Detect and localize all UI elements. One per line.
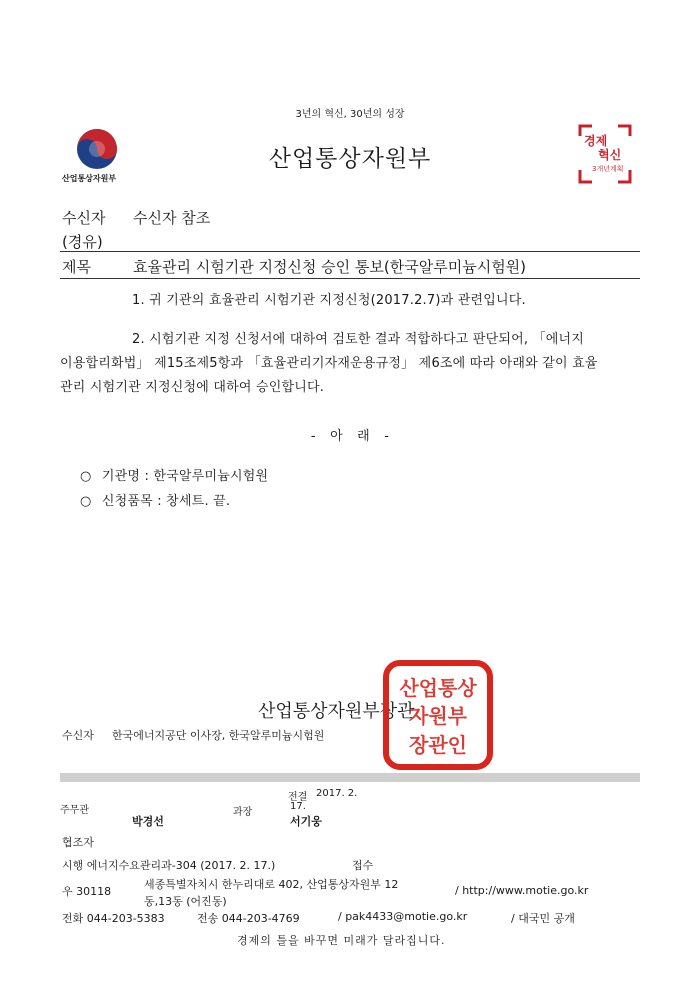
brand-caption: 3개년계획 bbox=[592, 165, 624, 173]
ministry-title: 산업통상자원부 bbox=[268, 146, 432, 172]
bullet-icon: ○ bbox=[80, 469, 92, 484]
cooperator-label: 협조자 bbox=[62, 836, 94, 849]
bullet-icon: ○ bbox=[80, 494, 92, 509]
paragraph-1: 1. 귀 기관의 효율관리 시험기관 지정신청(2017.2.7)과 관련입니다. bbox=[132, 293, 526, 308]
via-label: (경유) bbox=[62, 233, 103, 251]
reception-label: 접수 bbox=[352, 859, 374, 872]
notice-heading: - 아 래 - bbox=[310, 429, 390, 444]
website-link[interactable]: / http://www.motie.go.kr bbox=[455, 884, 589, 897]
motto: 경제의 틀을 바꾸면 미래가 달라집니다. bbox=[237, 934, 446, 947]
separator-band bbox=[60, 773, 640, 782]
list-item bbox=[80, 465, 268, 484]
recipients-list: 한국에너지공단 이사장, 한국알루미늄시험원 bbox=[112, 729, 325, 742]
subject-value: 효율관리 시험기관 지정신청 승인 통보(한국알루미늄시험원) bbox=[133, 258, 527, 276]
paragraph-2-line-2: 이용합리화법」 제15조제5항과 「효율관리기자재운용규정」 제6조에 따라 아래와 같이 효율 bbox=[60, 356, 598, 371]
manager-role: 과장 bbox=[233, 807, 253, 818]
disclosure-status: / 대국민 공개 bbox=[511, 912, 575, 925]
list-item-text: 기관명 : 한국알루미늄시험원 bbox=[101, 469, 269, 484]
seal-text-3: 장관인 bbox=[409, 733, 467, 757]
paragraph-2-line-1: 2. 시험기관 지정 신청서에 대하여 검토한 결과 적합하다고 판단되어, 「에너지 bbox=[132, 332, 585, 347]
brand-text-2: 혁신 bbox=[598, 148, 622, 162]
phone-number: 전화 044-203-5383 bbox=[62, 912, 165, 925]
brand-text-1: 경제 bbox=[584, 134, 608, 148]
postal-code: 우 30118 bbox=[62, 885, 112, 898]
address-line-1: 세종특별자치시 한누리대로 402, 산업통상자원부 12 bbox=[144, 878, 399, 891]
seal-text-1: 산업통상 bbox=[399, 676, 477, 700]
address-line-2: 동,13동 (어진동) bbox=[144, 895, 227, 908]
approver-name: 서기웅 bbox=[290, 815, 322, 828]
drafter-name: 박경선 bbox=[132, 815, 164, 828]
list-item-text: 신청품목 : 창세트. 끝. bbox=[101, 494, 231, 509]
approval-date: 2017. 2. bbox=[316, 788, 358, 799]
recipient-value: 수신자 참조 bbox=[133, 209, 211, 227]
list-item bbox=[80, 490, 230, 509]
approval-label: 전결 bbox=[288, 792, 308, 803]
email-link[interactable]: / pak4433@motie.go.kr bbox=[338, 910, 468, 923]
logo-caption: 산업통상자원부 bbox=[62, 174, 117, 183]
drafter-role: 주무관 bbox=[60, 805, 89, 816]
enforcement-info: 시행 에너지수요관리과-304 (2017. 2. 17.) bbox=[62, 859, 276, 872]
recipients-label: 수신자 bbox=[62, 729, 94, 742]
sender-title: 산업통상자원부장관 bbox=[258, 701, 415, 722]
subject-label: 제목 bbox=[62, 258, 91, 276]
seal-text-2: 자원부 bbox=[409, 704, 467, 728]
slogan: 3년의 혁신, 30년의 성장 bbox=[295, 109, 405, 120]
approval-date-cont: 17. bbox=[290, 801, 306, 812]
divider bbox=[60, 251, 640, 252]
recipient-label: 수신자 bbox=[62, 209, 106, 227]
paragraph-2-line-3: 관리 시험기관 지정신청에 대하여 승인합니다. bbox=[60, 380, 325, 395]
economic-innovation-logo bbox=[578, 124, 632, 184]
fax-number: 전송 044-203-4769 bbox=[197, 912, 300, 925]
official-seal bbox=[383, 660, 493, 770]
divider bbox=[60, 278, 640, 279]
